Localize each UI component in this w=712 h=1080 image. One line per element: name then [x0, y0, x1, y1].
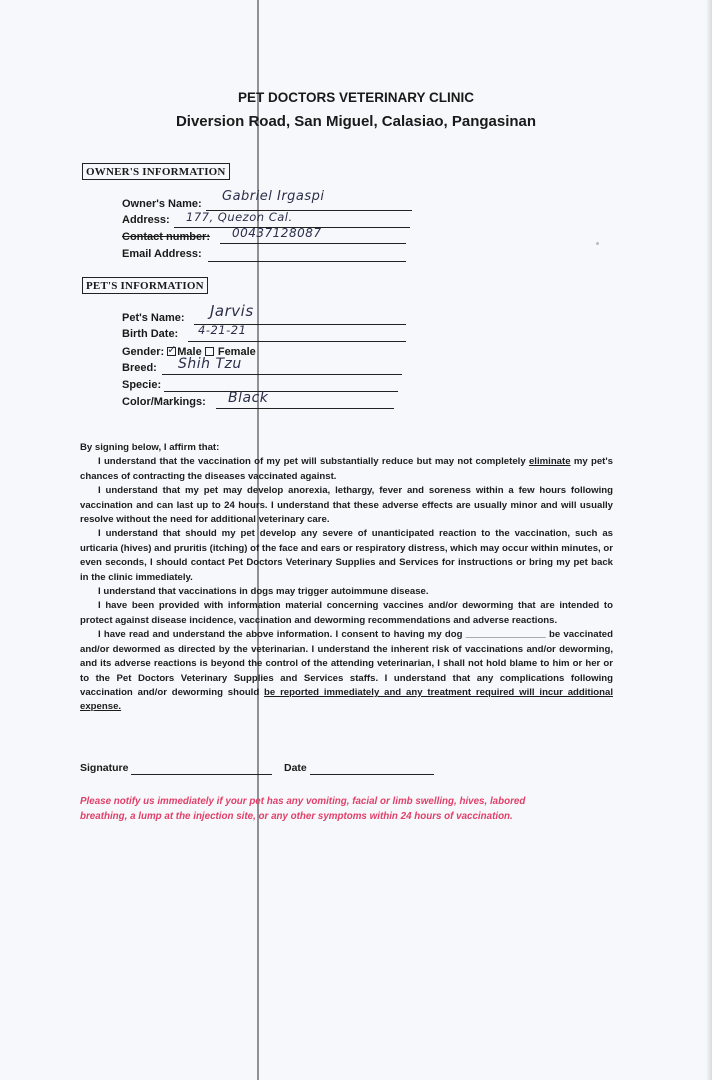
- breed-label: Breed:: [122, 362, 157, 374]
- consent-intro: By signing below, I affirm that:: [80, 442, 220, 453]
- paper-speck: [596, 242, 599, 245]
- owner-section-title: OWNER'S INFORMATION: [82, 163, 230, 180]
- birth-date-value[interactable]: 4-21-21: [198, 323, 247, 337]
- male-checkbox[interactable]: [167, 347, 176, 356]
- specie-line: [164, 391, 398, 392]
- signature-line[interactable]: [131, 774, 272, 775]
- female-option-label: Female: [217, 346, 256, 358]
- birth-date-label: Birth Date:: [122, 328, 179, 340]
- date-label: Date: [284, 762, 307, 774]
- contact-number-line: [220, 243, 406, 244]
- breed-line: [162, 374, 402, 375]
- contact-number-value[interactable]: 00437128087: [232, 226, 322, 240]
- consent-paragraph-4: I understand that vaccinations in dogs may trigger autoimmune disease.: [98, 586, 429, 598]
- consent-paragraph-1: I understand that the vaccination of my pet will substantially reduce but may not completely eliminate my pet's chances of contracting the diseases vaccinated against.: [80, 456, 613, 482]
- signature-label: Signature: [80, 762, 129, 774]
- male-option-label: Male: [177, 346, 202, 358]
- color-markings-value[interactable]: Black: [228, 390, 269, 406]
- date-line[interactable]: [310, 774, 434, 775]
- pet-section-title: PET'S INFORMATION: [82, 277, 208, 294]
- post-vaccination-notice: Please notify us immediately if your pet has any vomiting, facial or limb swelling, hives, labored breathing, a lump at the injection site, or any other symptoms within 24 hours of vaccination.: [80, 796, 526, 822]
- contact-number-label: Contact number:: [122, 231, 210, 243]
- specie-label: Specie:: [122, 379, 162, 391]
- address-value[interactable]: 177, Quezon Cal.: [186, 210, 293, 224]
- consent-text: [80, 441, 613, 715]
- owner-name-label: Owner's Name:: [122, 198, 202, 210]
- paper-edge-shadow: [706, 0, 712, 1080]
- gender-label: Gender:: [122, 346, 165, 358]
- pet-name-value[interactable]: Jarvis: [210, 302, 254, 320]
- email-label: Email Address:: [122, 248, 202, 260]
- owner-name-value[interactable]: Gabriel Irgaspi: [222, 189, 325, 204]
- clinic-address: Diversion Road, San Miguel, Calasiao, Pangasinan: [175, 113, 537, 130]
- consent-paragraph-6: I have read and understand the above information. I consent to having my dog _______________ be vaccinated and/or dewormed as directed by the veterinarian. I understand the inherent risk of vaccinations and/or deworming, and its adverse reactions is beyond the control of the attending veterinarian, I shall not hold blame to him or her or to the Pet Doctors Veterinary Supplies and Services staffs. I understand that any complications following vaccination and/or deworming should be reported immediately and any treatment required will incur additional expense.: [80, 629, 613, 713]
- clinic-name: PET DOCTORS VETERINARY CLINIC: [237, 90, 475, 105]
- consent-paragraph-3: I understand that should my pet develop any severe of unanticipated reaction to the vaccination, such as urticaria (hives) and pruritis (itching) of the face and ears or respiratory distress, which may occur within minutes, or even seconds, I should contact Pet Doctors Veterinary Supplies and Services for instructions or bring my pet back in the clinic immediately.: [80, 528, 613, 583]
- breed-value[interactable]: Shih Tzu: [178, 356, 242, 372]
- email-line: [208, 261, 406, 262]
- female-checkbox[interactable]: [205, 347, 214, 356]
- address-label: Address:: [122, 214, 170, 226]
- birth-date-line: [188, 341, 406, 342]
- pet-name-label: Pet's Name:: [122, 312, 185, 324]
- color-markings-label: Color/Markings:: [122, 396, 206, 408]
- consent-paragraph-2: I understand that my pet may develop anorexia, lethargy, fever and soreness within a few hours following vaccination and can last up to 24 hours. I understand that these adverse effects are usually minor and will usually resolve without the need for additional veterinary care.: [80, 485, 613, 526]
- consent-paragraph-5: I have been provided with information material concerning vaccines and/or deworming that are intended to protect against disease incidence, vaccination and deworming recommendations and adverse reactions.: [80, 600, 613, 626]
- color-markings-line: [216, 408, 394, 409]
